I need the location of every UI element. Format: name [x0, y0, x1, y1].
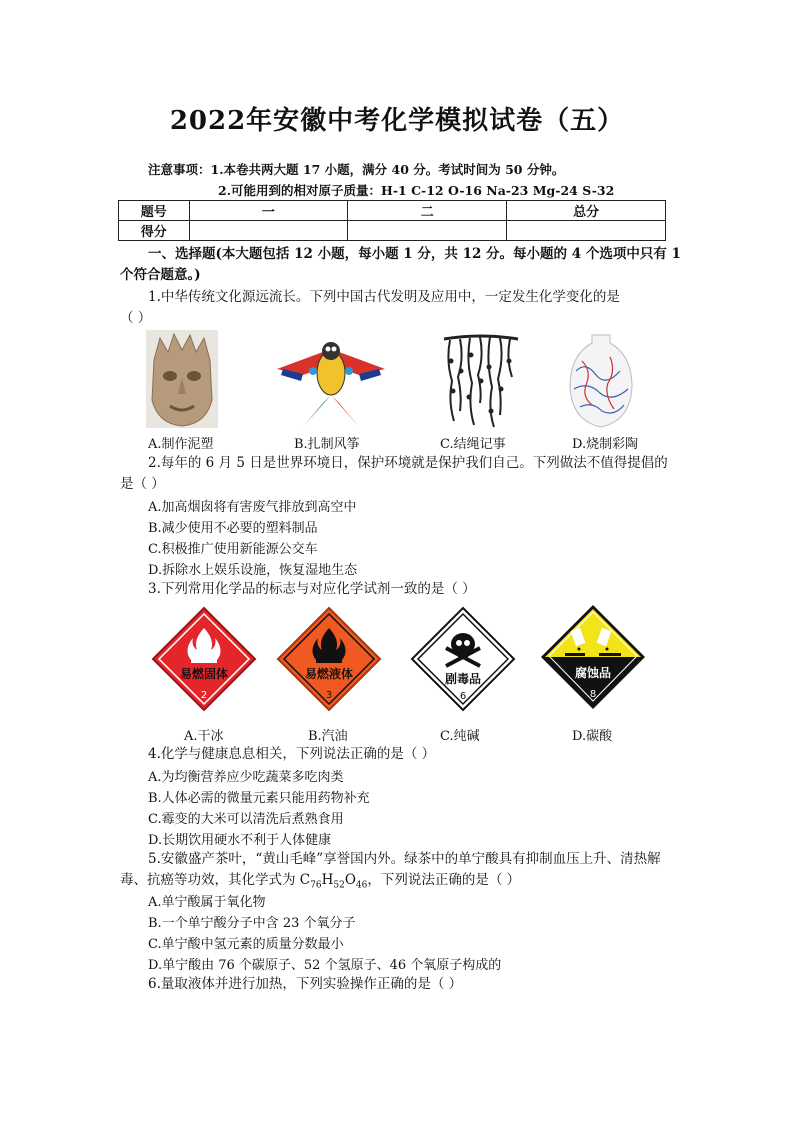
score-input-cell[interactable] [507, 221, 666, 241]
q5-option-d[interactable]: D.单宁酸由 76 个碳原子、52 个氢原子、46 个氧原子构成的 [148, 958, 502, 973]
q3-option-a[interactable]: A.干冰 [184, 729, 224, 744]
q5-stem-part: 毒、抗癌等功效，其化学式为 C [120, 872, 311, 888]
q2-option-c[interactable]: C.积极推广使用新能源公交车 [148, 542, 318, 557]
sign-label: 易燃液体 [304, 667, 354, 681]
score-table-row [119, 201, 666, 221]
score-cell: 二 [348, 201, 507, 221]
q1-option-c[interactable]: C.结绳记事 [440, 437, 506, 452]
q5-stem: 5.安徽盛产茶叶，“黄山毛峰”享誉国内外。绿茶中的单宁酸具有抑制血压上升、清热解 [148, 851, 661, 867]
score-cell: 得分 [119, 221, 190, 241]
note-line-1: 注意事项：1.本卷共两大题 17 小题，满分 40 分。考试时间为 50 分钟。 [148, 162, 565, 177]
formula-subscript: 46 [355, 880, 368, 891]
q5-option-a[interactable]: A.单宁酸属于氧化物 [148, 895, 266, 910]
score-cell: 总分 [507, 201, 666, 221]
sign-number: 8 [589, 689, 597, 700]
toxic-sign [410, 606, 516, 712]
q3-option-b[interactable]: B.汽油 [308, 729, 348, 744]
q3-option-d[interactable]: D.碳酸 [572, 729, 613, 744]
kite-image [273, 329, 389, 429]
sign-number: 3 [325, 690, 333, 701]
section1-header-cont: 个符合题意。) [120, 267, 201, 283]
note-line-2: 2.可能用到的相对原子质量：H-1 C-12 O-16 Na-23 Mg-24 S-32 [218, 183, 615, 198]
score-input-cell[interactable] [348, 221, 507, 241]
q5-stem-part: ，下列说法正确的是（ ） [367, 872, 521, 888]
q2-stem-cont: 是（ ） [120, 476, 165, 492]
flammable-solid-sign [151, 606, 257, 712]
q4-option-c[interactable]: C.霉变的大米可以清洗后煮熟食用 [148, 812, 344, 827]
formula-subscript: 76 [310, 880, 322, 891]
q3-stem: 3.下列常用化学品的标志与对应化学试剂一致的是（ ） [148, 581, 476, 597]
score-table [118, 200, 666, 241]
q5-option-c[interactable]: C.单宁酸中氢元素的质量分数最小 [148, 937, 344, 952]
formula-symbol: O [344, 872, 356, 888]
corrosive-sign [539, 603, 647, 711]
sign-number: 6 [459, 691, 467, 702]
sign-label: 易燃固体 [179, 667, 229, 681]
q1-option-a[interactable]: A.制作泥塑 [148, 437, 214, 452]
q3-option-c[interactable]: C.纯碱 [440, 729, 480, 744]
q4-option-a[interactable]: A.为均衡营养应少吃蔬菜多吃肉类 [148, 770, 344, 785]
q2-option-d[interactable]: D.拆除水上娱乐设施，恢复湿地生态 [148, 563, 358, 578]
q2-option-a[interactable]: A.加高烟囱将有害废气排放到高空中 [148, 500, 357, 515]
section1-header: 一、选择题(本大题包括 12 小题，每小题 1 分，共 12 分。每小题的 4 个选项中只有 1 [148, 246, 681, 262]
q2-option-b[interactable]: B.减少使用不必要的塑料制品 [148, 521, 318, 536]
formula-subscript: 52 [333, 880, 345, 891]
score-input-cell[interactable] [189, 221, 348, 241]
sign-label: 剧毒品 [444, 672, 482, 686]
knot-cords-image [440, 331, 522, 429]
sign-label: 腐蚀品 [574, 666, 612, 680]
q1-option-d[interactable]: D.烧制彩陶 [572, 437, 639, 452]
q2-stem: 2.每年的 6 月 5 日是世界环境日，保护环境就是保护我们自己。下列做法不值得提倡的 [148, 455, 668, 471]
q4-option-d[interactable]: D.长期饮用硬水不利于人体健康 [148, 833, 332, 848]
q1-option-b[interactable]: B.扎制风筝 [294, 437, 360, 452]
q6-stem: 6.量取液体并进行加热，下列实验操作正确的是（ ） [148, 976, 463, 992]
formula-symbol: H [321, 872, 334, 888]
flammable-liquid-sign [276, 606, 382, 712]
painted-pottery-image [566, 331, 636, 429]
q5-option-b[interactable]: B.一个单宁酸分子中含 23 个氧分子 [148, 916, 356, 931]
score-cell: 一 [189, 201, 348, 221]
q4-stem: 4.化学与健康息息相关，下列说法正确的是（ ） [148, 746, 436, 762]
sign-number: 2 [200, 690, 208, 701]
score-cell: 题号 [119, 201, 190, 221]
clay-mask-image [146, 330, 218, 428]
q1-stem: 1.中华传统文化源远流长。下列中国古代发明及应用中，一定发生化学变化的是 [148, 289, 620, 305]
page-title: 2022年安徽中考化学模拟试卷（五） [169, 106, 625, 136]
score-table-row [119, 221, 666, 241]
q1-stem-cont: （ ） [120, 310, 152, 326]
q4-option-b[interactable]: B.人体必需的微量元素只能用药物补充 [148, 791, 370, 806]
